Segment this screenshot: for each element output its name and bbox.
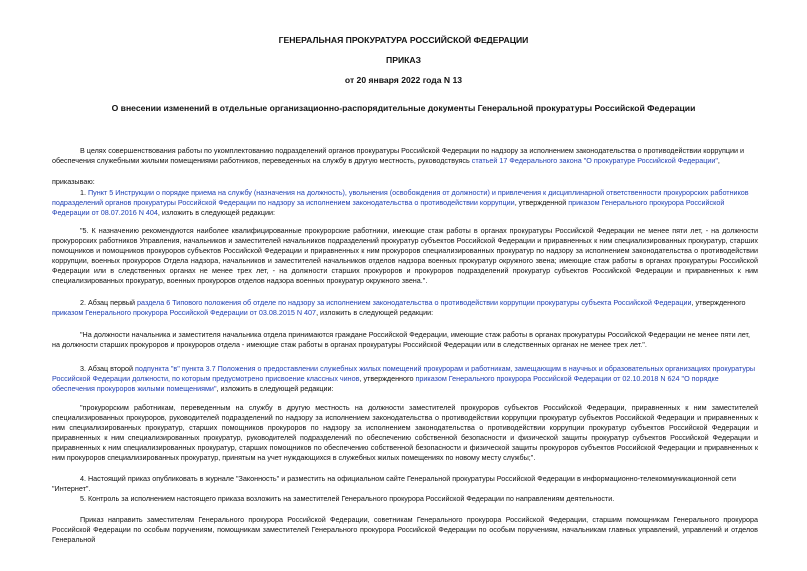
preamble-tail: , (717, 155, 720, 165)
paragraph-text: 3. Абзац второй (80, 364, 136, 373)
document-type: ПРИКАЗ (386, 55, 421, 65)
paragraph-text: 2. Абзац первый (80, 298, 138, 307)
instruction-link[interactable]: Пункт 5 Инструкции о порядке приема на службу (назначения на должность), увольнения (освобождения от должности) и привлечения к дисциплинарной ответственности прокурорских работников подразделений органов прокуратуры Российской Федерации по надзору за исполнением законодательства о противодействии коррупции (52, 188, 749, 207)
quote-paragraph-1: "5. К назначению рекомендуются наиболее квалифицированные прокурорские работники, имеющие стаж работы в органах прокуратуры Российской Федерации не менее пяти лет, - на должности прокурорских работников Управления, начальников и заместителей начальников подразделений прокуратур субъектов Российской Федерации и приравненных к ним специализированных прокуратур, старших помощников и помощников прокуроров субъектов Российской Федерации и приравненных к ним прокуроров специализированных прокуратур по надзору за исполнением законодательства о противодействии коррупции, военных прокуроров Отдела надзора, начальников и заместителей начальников отделов надзора военных прокуратур окружного звена; имеющие стаж работы в органах прокуратуры Российской Федерации или в следственных органах не менее трех лет, - на должности старших прокуроров и прокуроров подразделений прокуратур субъектов Российской Федерации и приравненных к ним специализированных прокуратур, военных прокуроров отделов надзора военных прокуратур окружного звена.". (52, 226, 758, 285)
paragraph-text: , утвержденного (359, 373, 416, 383)
law-article-link[interactable]: статьей 17 Федерального закона "О прокуратуре Российской Федерации" (471, 155, 718, 165)
preamble-paragraph (52, 146, 758, 166)
order-407-link[interactable]: приказом Генерального прокурора Российской Федерации от 03.08.2015 N 407 (52, 307, 317, 317)
paragraph-text: , изложить в следующей редакции: (157, 207, 275, 217)
preamble-text: В целях совершенствования работы по укомплектованию подразделений органов прокуратуры Российской Федерации по надзору за исполнением законодательства о противодействии коррупции и обеспечения служебными жилыми помещениями работников, переведенных на службу в другую местность, руководствуясь (52, 146, 744, 165)
organization-title: ГЕНЕРАЛЬНАЯ ПРОКУРАТУРА РОССИЙСКОЙ ФЕДЕРАЦИИ (278, 35, 529, 45)
paragraph-3 (52, 364, 758, 394)
paragraph-text: , утвержденного (691, 298, 746, 307)
paragraph-2 (52, 298, 758, 318)
paragraph-4: 4. Настоящий приказ опубликовать в журнале "Законность" и разместить на официальном сайте Генеральной прокуратуры Российской Федерации в информационно-телекоммуникационной сети "Интернет". (52, 474, 737, 493)
paragraph-5: 5. Контроль за исполнением настоящего приказа возложить на заместителей Генерального прокурора Российской Федерации по направлениям деятельности. (80, 494, 615, 503)
order-624-link[interactable]: приказом Генерального прокурора Российской Федерации от 02.10.2018 N 624 "О порядке обеспечения прокуроров жилыми помещениями" (52, 373, 719, 393)
paragraph-6: Приказ направить заместителям Генерального прокурора Российской Федерации, советникам Генерального прокурора Российской Федерации, старшим помощникам Генерального прокурора Российской Федерации по особым поручениям, помощникам заместителей Генерального прокурора Российской Федерации по особым поручениям, начальникам главных управлений, управлений и отделов Генеральной (52, 515, 758, 544)
document-subject: О внесении изменений в отдельные организационно-распорядительные документы Генеральной прокуратуры Российской Федерации (111, 103, 696, 113)
item-number: 1. (80, 188, 88, 197)
paragraph-text: , изложить в следующей редакции: (316, 307, 434, 317)
housing-regulation-link[interactable]: подпункта "в" пункта 3.7 Положения о предоставлении служебных жилых помещений прокурорам и работникам, замещающим в научных и образовательных организациях прокуратуры Российской Федерации должности, по которым предусмотрено присвоение классных чинов (52, 364, 756, 383)
typical-regulation-link[interactable]: раздела 6 Типового положения об отделе по надзору за исполнением законодательства о противодействии коррупции прокуратуры субъекта Российской Федерации (137, 298, 692, 307)
order-word: приказываю: (52, 177, 95, 186)
paragraph-text: , утвержденной (514, 197, 569, 207)
quote-paragraph-2: "На должности начальника и заместителя начальника отдела принимаются граждане Российской Федерации, имеющие стаж работы в органах прокуратуры Российской Федерации не менее пяти лет, на должности старших прокуроров и прокуроров отдела - имеющие стаж работы в органах прокуратуры Российской Федерации или в следственных органах не менее трех лет.". (52, 330, 751, 349)
date-number: от 20 января 2022 года N 13 (344, 75, 463, 85)
quote-paragraph-3: "прокурорским работникам, переведенным на службу в другую местность на должности заместителей прокуроров субъектов Российской Федерации, приравненных к ним заместителей специализированных прокуроров, руководителей подразделений по надзору за исполнением законодательства о противодействии коррупции прокуратур субъектов Российской Федерации и приравненных к ним специализированных прокуратур, старших помощников прокуроров по надзору за исполнением законодательства о противодействии коррупции прокуратур субъектов Российской Федерации и приравненных к ним специализированных прокуратур, руководителей подразделений по обеспечению собственной безопасности и физической защиты прокуратур субъектов Российской Федерации и приравненных к ним специализированных прокуратур, старших помощников по обеспечению собственной безопасности и физической защиты прокуроров субъектов Российской Федерации и приравненных к ним прокуроров специализированных прокуратур, принятым на учет нуждающихся в служебных жилых помещениях по новому месту службы;". (52, 403, 758, 462)
paragraph-1 (52, 188, 758, 218)
order-404-link[interactable]: приказом Генерального прокурора Российской Федерации от 08.07.2016 N 404 (52, 197, 725, 217)
paragraph-text: , изложить в следующей редакции: (216, 383, 334, 393)
